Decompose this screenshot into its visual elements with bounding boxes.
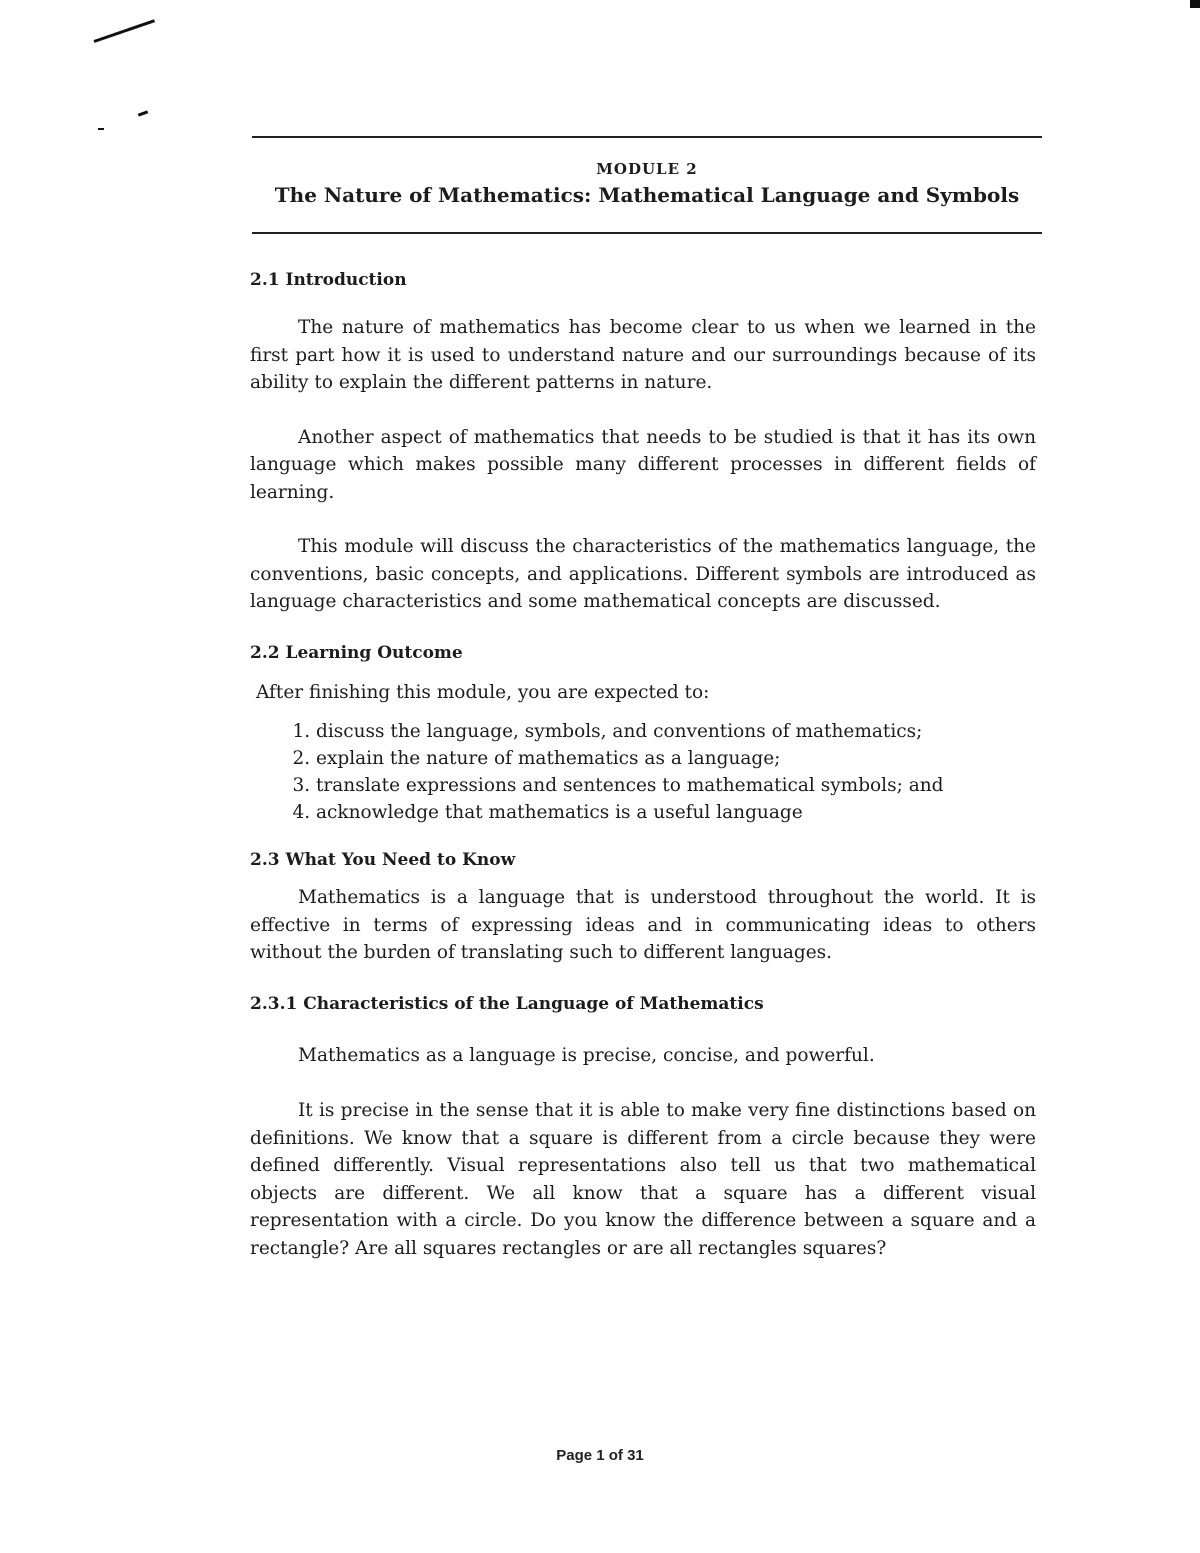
scan-dash-mark — [98, 128, 104, 130]
need-to-know-paragraph: Mathematics is a language that is understood throughout the world. It is effective in terms of expressing ideas and in communicating ideas to others without the burden of translating such to different languages. — [250, 887, 1036, 963]
page-content — [250, 270, 1036, 1262]
intro-paragraph-2: Another aspect of mathematics that needs to be studied is that it has its own language which makes possible many different processes in different fields of learning. — [250, 426, 1036, 503]
section-heading-what-you-need-to-know: 2.3 What You Need to Know — [250, 850, 516, 870]
list-item: 2. explain the nature of mathematics as a language; — [316, 745, 1036, 772]
scan-dot-mark — [138, 110, 148, 116]
header-top-rule — [252, 136, 1042, 138]
section-heading-learning-outcome: 2.2 Learning Outcome — [250, 642, 463, 663]
section-heading-characteristics: 2.3.1 Characteristics of the Language of Mathematics — [250, 993, 764, 1014]
header-bottom-rule — [252, 232, 1042, 234]
section-heading-introduction: 2.1 Introduction — [250, 270, 407, 290]
intro-paragraph-3: This module will discuss the characteristics of the mathematics language, the conventions, basic concepts, and applications. Different symbols are introduced as language characteristics and some mathematical concepts are discussed. — [250, 536, 1036, 612]
scan-corner-mark — [1190, 0, 1200, 8]
module-label: MODULE 2 — [596, 160, 698, 178]
list-item: 1. discuss the language, symbols, and conventions of mathematics; — [316, 718, 1036, 745]
characteristics-paragraph-2: It is precise in the sense that it is able to make very fine distinctions based on definitions. We know that a square is different from a circle because they were defined differently. Visual representations also tell us that two mathematical objects are different. We all know that a square has a different visual representation with a circle. Do you know the difference between a square and a rectangle? Are all squares rectangles or are all rectangles squares? — [250, 1100, 1036, 1259]
list-item: 4. acknowledge that mathematics is a useful language — [316, 799, 1036, 826]
characteristics-paragraph-1: Mathematics as a language is precise, concise, and powerful. — [298, 1044, 875, 1066]
learning-outcome-lead: After finishing this module, you are expected to: — [256, 681, 710, 703]
scan-pen-stroke — [94, 19, 155, 43]
page-number: Page 1 of 31 — [556, 1447, 644, 1464]
intro-paragraph-1: The nature of mathematics has become clear to us when we learned in the first part how it is used to understand nature and our surroundings because of its ability to explain the different patterns in nature. — [250, 317, 1036, 393]
module-title: The Nature of Mathematics: Mathematical Language and Symbols — [274, 183, 1020, 207]
list-item: 3. translate expressions and sentences to mathematical symbols; and — [316, 772, 1036, 799]
learning-outcome-list — [250, 718, 1036, 826]
